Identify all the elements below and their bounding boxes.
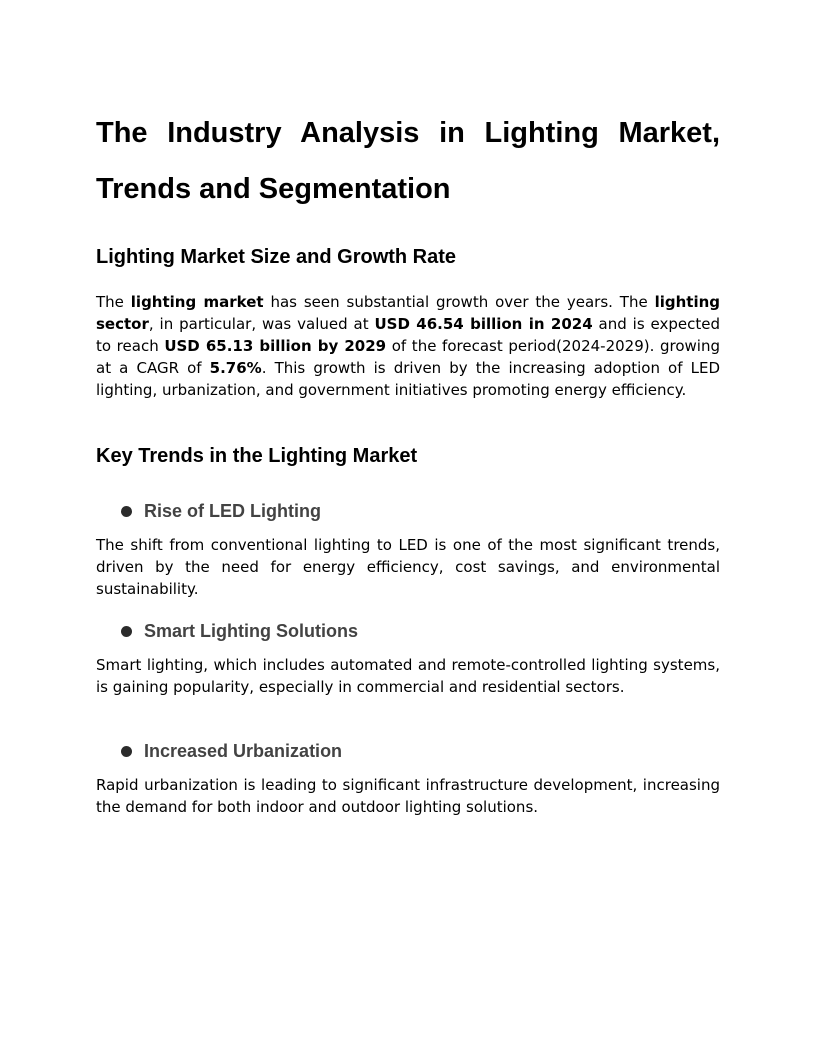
bold-lighting-market: lighting market — [130, 293, 264, 311]
text-run: The — [96, 293, 131, 311]
text-run: has seen substantial growth over the years. The — [263, 293, 655, 311]
text-run: . This growth is driven by the increasing adoption of LED lighting, urbanization, and government initiatives promoting energy efficiency. — [96, 359, 720, 399]
text-run: and is expected to reach — [96, 315, 720, 355]
bold-value-2029: USD 65.13 billion by 2029 — [164, 337, 387, 355]
text-run: of the forecast period(2024-2029). growing at a CAGR of — [96, 337, 720, 377]
bullet-dot-icon — [121, 506, 132, 517]
trend-text: The shift from conventional lighting to LED is one of the most significant trends, driven by the need for energy efficiency, cost savings, and environmental sustainability. — [96, 536, 720, 598]
trend-bullet-led — [121, 499, 321, 523]
trend-bullet-smart — [121, 619, 358, 643]
document-title: The Industry Analysis in Lighting Market, Trends and Segmentation — [96, 117, 720, 205]
market-size-paragraph — [96, 291, 720, 401]
trend-bullet-urbanization — [121, 739, 342, 763]
bullet-dot-icon — [121, 746, 132, 757]
trend-text: Rapid urbanization is leading to significant infrastructure development, increasing the demand for both indoor and outdoor lighting solutions. — [96, 776, 720, 816]
bullet-dot-icon — [121, 626, 132, 637]
bold-value-2024: USD 46.54 billion in 2024 — [374, 315, 593, 333]
section-heading-key-trends: Key Trends in the Lighting Market — [96, 445, 418, 467]
bold-cagr: 5.76% — [209, 359, 262, 377]
trend-title: Smart Lighting Solutions — [144, 620, 358, 641]
trend-text: Smart lighting, which includes automated and remote-controlled lighting systems, is gaining popularity, especially in commercial and residential sectors. — [96, 656, 720, 696]
bold-lighting-sector: lighting sector — [96, 293, 721, 333]
trend-title: Increased Urbanization — [144, 740, 343, 761]
text-run: , in particular, was valued at — [148, 315, 375, 333]
trend-title: Rise of LED Lighting — [144, 500, 321, 521]
section-heading-market-size: Lighting Market Size and Growth Rate — [96, 246, 457, 268]
